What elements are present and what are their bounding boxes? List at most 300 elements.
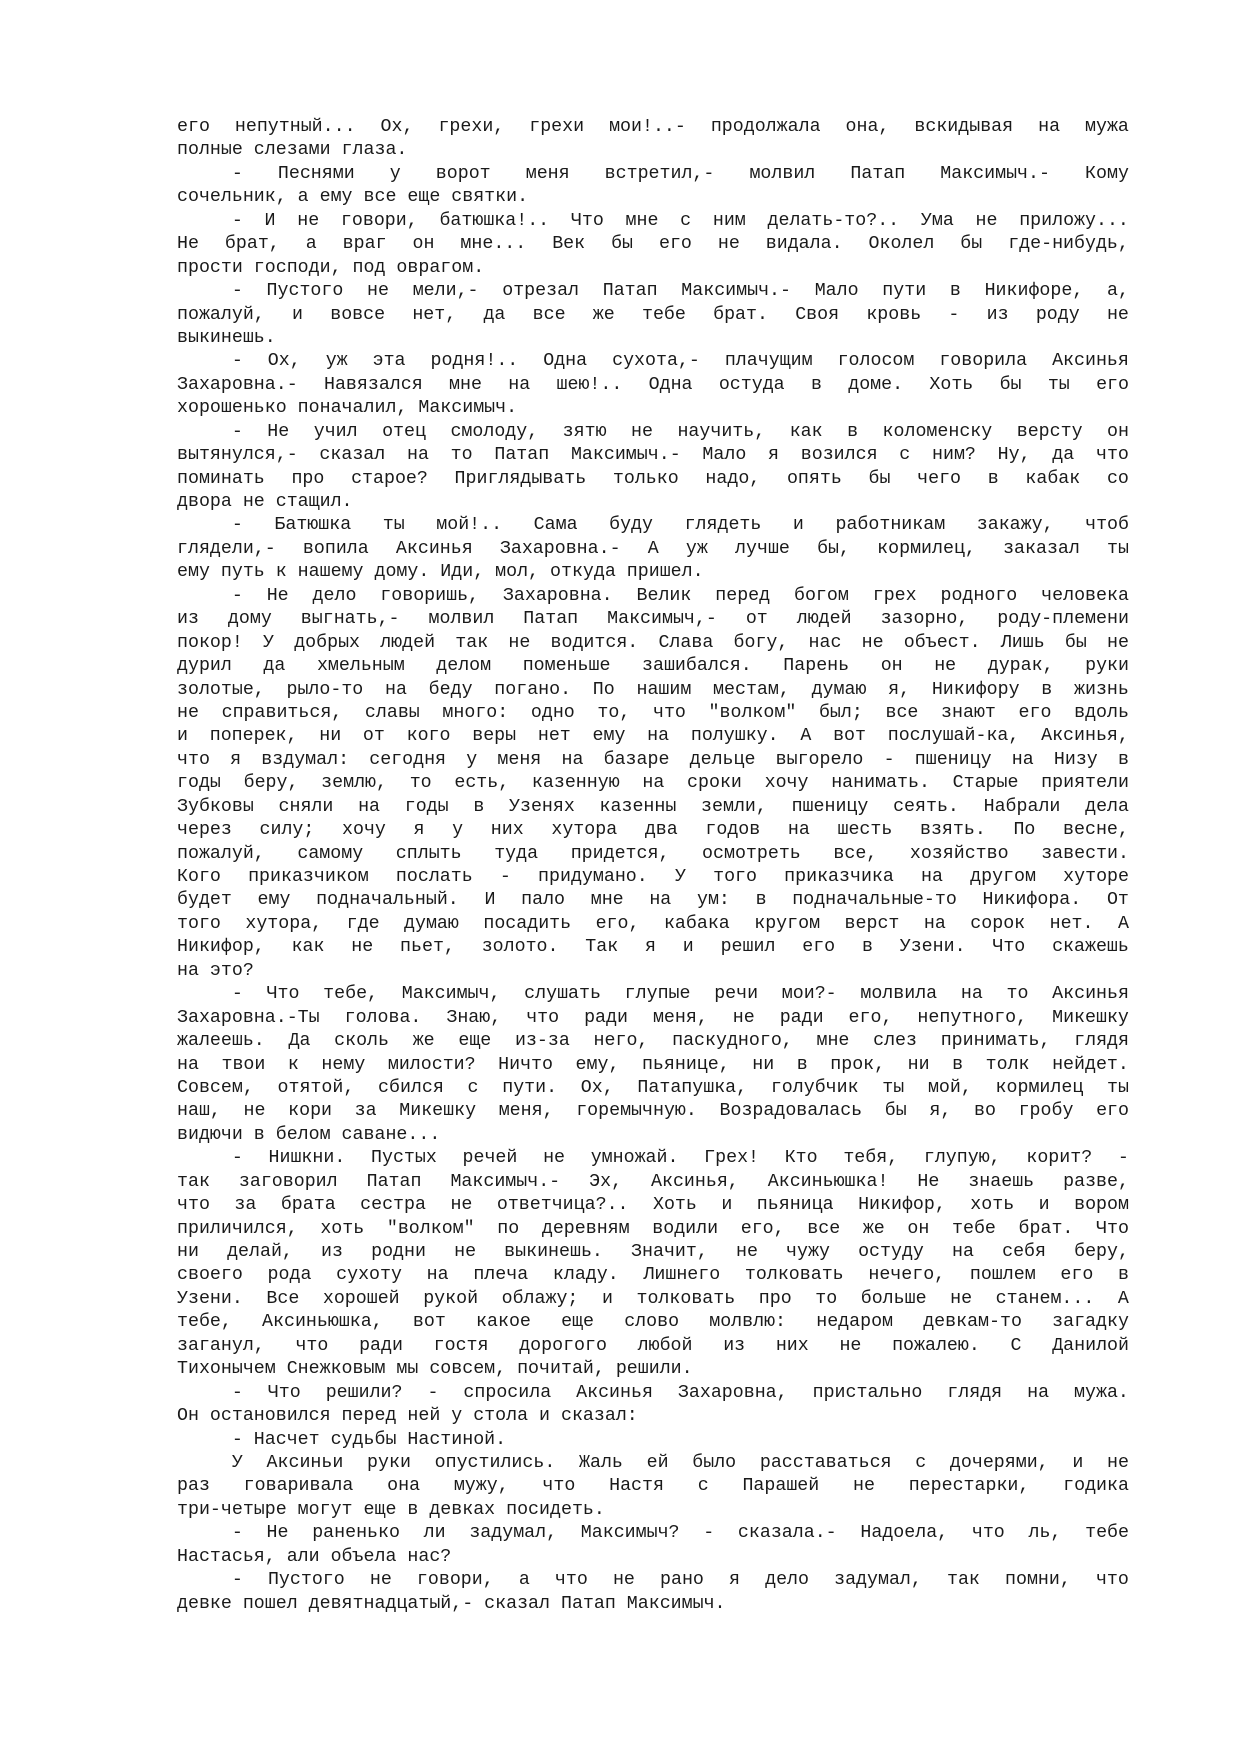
text-word: скажешь bbox=[1052, 937, 1129, 958]
text-word: чего bbox=[917, 468, 962, 489]
text-line bbox=[177, 1335, 1129, 1358]
text-word: на bbox=[647, 726, 670, 747]
text-word: ни bbox=[177, 1242, 199, 1262]
text-line: Тихонычем Снежковым мы совсем, почитай, решили. bbox=[177, 1359, 693, 1380]
text-word: грехи, bbox=[438, 117, 505, 137]
text-word: мужу, bbox=[453, 1476, 509, 1497]
text-word: что bbox=[542, 1476, 576, 1497]
text-word: меня bbox=[497, 749, 542, 770]
text-word: богу, bbox=[733, 632, 789, 653]
text-word: мужа. bbox=[1074, 1382, 1129, 1403]
text-word: тебя, bbox=[843, 1148, 899, 1169]
text-word: Ничто bbox=[498, 1054, 553, 1075]
text-word: зашибался. bbox=[642, 656, 752, 677]
text-word: Возрадовалась bbox=[719, 1101, 863, 1122]
text-word: покор! bbox=[177, 632, 243, 653]
text-word: Никифора. bbox=[982, 890, 1082, 911]
text-word: работникам bbox=[835, 515, 946, 536]
text-word: глупые bbox=[624, 984, 691, 1005]
text-word: плачущим bbox=[724, 351, 813, 372]
text-word: спросила bbox=[463, 1382, 552, 1403]
text-line bbox=[177, 163, 1129, 186]
text-word: пьянице, bbox=[641, 1054, 730, 1075]
text-word: Околел bbox=[868, 234, 935, 255]
text-word: Парень bbox=[783, 656, 850, 677]
text-word: речи bbox=[714, 984, 759, 1005]
text-word: родного bbox=[940, 585, 1018, 606]
text-word: продолжала bbox=[710, 117, 821, 137]
text-word: у bbox=[389, 163, 401, 184]
text-word: в bbox=[1041, 679, 1053, 700]
text-line bbox=[177, 1264, 1129, 1287]
text-word: сеять. bbox=[893, 796, 959, 817]
text-word: - bbox=[427, 1382, 439, 1403]
text-word: У bbox=[263, 632, 274, 653]
text-word: мне bbox=[590, 890, 624, 911]
text-word: что bbox=[526, 1007, 560, 1028]
text-word: Грех! bbox=[704, 1148, 760, 1169]
text-word: хмельным bbox=[316, 656, 405, 677]
text-line bbox=[177, 772, 1129, 795]
text-word: кругом bbox=[754, 913, 821, 934]
text-word: водится. bbox=[550, 632, 639, 653]
text-word: нейдет. bbox=[1052, 1054, 1129, 1075]
text-word: все bbox=[532, 304, 566, 325]
text-word: С bbox=[1010, 1335, 1022, 1356]
text-word: брата bbox=[280, 1195, 336, 1216]
text-word: за bbox=[234, 1195, 257, 1216]
text-word: тебе, bbox=[323, 984, 379, 1005]
text-word: хорошей bbox=[322, 1288, 400, 1309]
text-word: - bbox=[177, 421, 243, 442]
text-word: пшеницу bbox=[791, 796, 869, 817]
text-word: думаю bbox=[404, 913, 459, 934]
text-word: У bbox=[177, 1452, 243, 1473]
text-word: хутора, bbox=[245, 913, 323, 934]
text-word: мои!..- bbox=[609, 117, 686, 137]
text-word: землю, bbox=[321, 773, 387, 794]
text-word: сроки bbox=[687, 773, 742, 794]
text-word: на bbox=[385, 679, 407, 700]
text-word: Своя bbox=[795, 304, 840, 325]
text-word: что bbox=[1095, 1570, 1129, 1591]
text-word: добрых bbox=[294, 632, 361, 653]
text-word: ты bbox=[1047, 374, 1070, 395]
text-word: горемычную. bbox=[576, 1101, 697, 1122]
text-word: доме. bbox=[848, 374, 904, 395]
text-word: славы bbox=[364, 702, 420, 723]
text-word: Патапушка, bbox=[637, 1077, 748, 1098]
text-word: ему, bbox=[575, 1054, 620, 1075]
text-word: посадить bbox=[483, 913, 572, 934]
text-line: видючи в белом саване... bbox=[177, 1124, 441, 1145]
text-word: в bbox=[1117, 749, 1129, 770]
text-word: "волком" bbox=[386, 1218, 475, 1239]
text-word: рода bbox=[267, 1265, 312, 1286]
text-word: заганул, bbox=[177, 1335, 265, 1356]
text-word: в bbox=[949, 281, 961, 302]
text-word: что bbox=[971, 1523, 1005, 1544]
text-word: Век bbox=[552, 234, 586, 255]
text-word: от bbox=[362, 726, 385, 747]
text-word: я bbox=[645, 937, 656, 958]
text-word: сбился bbox=[378, 1077, 444, 1098]
text-word: знаешь bbox=[968, 1171, 1035, 1192]
text-word: перед bbox=[715, 585, 771, 606]
text-word: во bbox=[973, 1101, 996, 1122]
text-word: хочу bbox=[342, 820, 386, 841]
text-word: делом bbox=[436, 656, 492, 677]
text-word: он bbox=[907, 1218, 930, 1239]
text-line: сочельник, а ему все еще святки. bbox=[177, 187, 529, 208]
text-word: на bbox=[1011, 749, 1034, 770]
text-word: то bbox=[1006, 984, 1029, 1005]
text-word: то bbox=[450, 445, 473, 466]
text-word: А bbox=[1117, 913, 1129, 934]
text-word: пожалуй, bbox=[177, 304, 265, 325]
text-word: паскудного, bbox=[672, 1031, 793, 1052]
text-word: придумано. bbox=[538, 867, 648, 887]
text-word: на bbox=[177, 1054, 199, 1075]
text-word: на bbox=[642, 773, 665, 794]
text-word: не bbox=[243, 1101, 266, 1122]
text-word: хоть bbox=[320, 1218, 365, 1239]
text-word: - bbox=[177, 1148, 243, 1169]
text-word: земли, bbox=[701, 796, 767, 817]
text-word: где bbox=[346, 913, 380, 934]
text-word: Ох, bbox=[580, 1077, 614, 1098]
text-word: базаре bbox=[603, 749, 670, 770]
text-word: ответчица?.. bbox=[496, 1195, 629, 1216]
text-word: хуторе bbox=[1063, 867, 1129, 887]
text-word: меня, bbox=[652, 1007, 708, 1028]
text-word: Да bbox=[288, 1031, 311, 1052]
text-word: что bbox=[177, 1195, 210, 1216]
text-word: пристально bbox=[812, 1382, 923, 1403]
text-word: слез bbox=[873, 1031, 917, 1052]
text-word: про bbox=[758, 1288, 792, 1309]
text-word: А bbox=[800, 726, 812, 747]
text-word: на bbox=[426, 1265, 449, 1286]
text-word: в bbox=[796, 1054, 808, 1075]
text-word: не bbox=[839, 1335, 862, 1356]
text-word: так bbox=[946, 1570, 980, 1591]
text-word: не bbox=[950, 1288, 973, 1309]
text-word: из bbox=[177, 609, 199, 630]
text-line bbox=[177, 1569, 1129, 1592]
text-word: глядели,- bbox=[177, 538, 276, 559]
text-word: деревням bbox=[541, 1218, 630, 1239]
text-word: уж bbox=[685, 538, 708, 559]
text-word: вором bbox=[1074, 1195, 1129, 1216]
text-line bbox=[177, 1077, 1129, 1100]
text-word: отрезал bbox=[502, 281, 580, 302]
text-word: нет, bbox=[412, 304, 457, 325]
text-word: я bbox=[413, 820, 425, 841]
text-word: Приглядывать bbox=[454, 468, 587, 489]
text-word: не bbox=[450, 1195, 473, 1216]
text-line bbox=[177, 1452, 1129, 1475]
text-word: я, bbox=[888, 679, 911, 700]
text-word: Велик bbox=[636, 585, 692, 606]
text-word: закажу, bbox=[976, 515, 1054, 536]
text-word: Пустых bbox=[371, 1148, 437, 1169]
text-word: послать bbox=[395, 867, 473, 887]
text-word: И bbox=[264, 210, 276, 231]
text-word: не bbox=[975, 210, 998, 231]
text-word: Не bbox=[266, 585, 289, 606]
text-word: в bbox=[755, 890, 767, 911]
text-word: принимать, bbox=[940, 1031, 1051, 1052]
text-word: с bbox=[697, 1476, 709, 1497]
text-word: шею!.. bbox=[556, 374, 623, 395]
text-word: Значит, bbox=[631, 1242, 708, 1262]
text-word: Патап bbox=[523, 609, 579, 630]
text-word: дело bbox=[312, 585, 357, 606]
text-word: приличился, bbox=[177, 1218, 298, 1239]
text-word: корит? bbox=[1026, 1148, 1093, 1169]
text-line bbox=[177, 702, 1129, 725]
text-word: же bbox=[592, 304, 615, 325]
text-word: - bbox=[177, 163, 243, 184]
text-word: Максимыч.- bbox=[681, 281, 791, 302]
text-word: поменьше bbox=[522, 656, 611, 677]
text-word: Одна bbox=[543, 351, 588, 372]
text-word: годы bbox=[404, 796, 449, 817]
text-word: остуда bbox=[718, 374, 785, 395]
text-word: он bbox=[412, 234, 435, 255]
text-word: пшеницу bbox=[914, 749, 992, 770]
text-word: Одна bbox=[648, 374, 693, 395]
text-word: батюшка!.. bbox=[439, 210, 550, 231]
text-word: ль, bbox=[1028, 1523, 1062, 1544]
text-word: Аксинья bbox=[576, 1382, 653, 1403]
text-line bbox=[177, 679, 1129, 702]
text-line: Он остановился перед ней у стола и сказал: bbox=[177, 1406, 638, 1427]
text-word: осмотреть bbox=[702, 843, 801, 864]
text-word: сестра bbox=[360, 1195, 426, 1216]
text-line bbox=[177, 725, 1129, 748]
text-word: Никифору bbox=[931, 679, 1020, 700]
text-word: приказчиком bbox=[248, 867, 369, 887]
text-word: уж bbox=[325, 351, 348, 372]
text-word: делать-то?.. bbox=[767, 210, 900, 231]
text-word: молвил bbox=[749, 163, 816, 184]
text-line bbox=[177, 889, 1129, 912]
text-word: не bbox=[508, 632, 531, 653]
text-word: мели,- bbox=[412, 281, 479, 302]
text-word: в bbox=[987, 468, 999, 489]
text-word: умножай. bbox=[590, 1148, 679, 1169]
text-word: Максимыч,- bbox=[607, 609, 717, 630]
text-word: другом bbox=[970, 867, 1036, 887]
text-word: его bbox=[1096, 374, 1129, 395]
text-word: плеча bbox=[473, 1265, 529, 1286]
text-word: Максимыч? bbox=[580, 1523, 680, 1544]
text-word: сегодня bbox=[369, 749, 447, 770]
text-line: Настасья, али объела нас? bbox=[177, 1546, 452, 1567]
text-word: Максимыч.- bbox=[940, 163, 1050, 184]
text-word: вот bbox=[412, 1312, 446, 1333]
text-word: облажу; bbox=[501, 1288, 579, 1309]
text-word: все bbox=[885, 702, 919, 723]
text-word: что bbox=[554, 1570, 588, 1591]
text-word: задумал, bbox=[469, 1523, 558, 1544]
text-word: бы bbox=[611, 234, 634, 255]
text-word: Старые bbox=[952, 773, 1019, 794]
text-word: нет bbox=[537, 726, 571, 747]
text-word: дурак, bbox=[987, 656, 1054, 677]
text-line bbox=[177, 514, 1129, 537]
text-word: Захаровна.-Ты bbox=[177, 1007, 320, 1028]
text-word: выгорело bbox=[775, 749, 864, 770]
text-line bbox=[177, 796, 1129, 819]
text-word: кого bbox=[406, 726, 451, 747]
text-word: возился bbox=[800, 445, 878, 466]
text-word: Максимыч, bbox=[401, 984, 501, 1005]
text-word: вдоль bbox=[1074, 702, 1129, 723]
text-word: не bbox=[612, 1570, 635, 1591]
text-word: пьет, bbox=[400, 937, 455, 958]
text-word: в bbox=[473, 796, 485, 817]
text-word: Захаровна.- bbox=[177, 374, 298, 395]
text-word: тебе, bbox=[177, 1312, 232, 1333]
text-word: на bbox=[1038, 117, 1061, 137]
text-line: двора не стащил. bbox=[177, 492, 353, 512]
text-word: того bbox=[177, 913, 221, 934]
text-word: выгнать,- bbox=[300, 609, 400, 630]
text-word: И bbox=[484, 890, 496, 911]
text-word: недаром bbox=[816, 1312, 894, 1333]
text-word: все, bbox=[833, 843, 878, 864]
text-word: мне... bbox=[460, 234, 527, 255]
text-line bbox=[177, 749, 1129, 772]
text-word: приятели bbox=[1041, 773, 1129, 794]
text-word: толковать bbox=[744, 1265, 844, 1286]
text-word: глядеть bbox=[684, 515, 762, 536]
text-word: ты bbox=[882, 1077, 905, 1098]
text-word: заказал bbox=[1003, 538, 1080, 559]
text-word: Навязался bbox=[323, 374, 423, 395]
text-word: пути bbox=[882, 281, 927, 302]
text-word: же bbox=[412, 1031, 435, 1052]
text-word: дому bbox=[227, 609, 272, 630]
text-word: и bbox=[1038, 1195, 1050, 1216]
text-word: пало bbox=[521, 890, 566, 911]
text-word: на bbox=[508, 374, 531, 395]
text-word: не bbox=[1107, 1452, 1129, 1473]
text-word: как bbox=[291, 937, 325, 958]
text-word: Настя bbox=[609, 1476, 664, 1497]
text-word: не bbox=[861, 632, 884, 653]
text-word: самому bbox=[297, 843, 364, 864]
text-word: погано. bbox=[494, 679, 572, 700]
text-word: и bbox=[721, 1195, 733, 1216]
text-word: Мало bbox=[702, 445, 747, 466]
text-word: Узени. bbox=[177, 1288, 243, 1309]
text-word: сказала.- bbox=[737, 1523, 837, 1544]
text-word: говори, bbox=[416, 1570, 494, 1591]
text-word: Патап bbox=[850, 163, 906, 184]
text-word: не bbox=[732, 1007, 755, 1028]
text-word: Что bbox=[992, 937, 1026, 958]
text-word: Патап bbox=[494, 445, 550, 466]
text-word: Хоть bbox=[652, 1195, 697, 1216]
text-word: ради bbox=[359, 1335, 403, 1356]
text-word: и bbox=[1072, 1452, 1084, 1473]
text-word: молвила bbox=[860, 984, 938, 1005]
text-word: толк bbox=[985, 1054, 1030, 1075]
text-word: заговорил bbox=[238, 1171, 338, 1192]
text-word: пьяница bbox=[756, 1195, 834, 1216]
text-word: выкинешь. bbox=[504, 1242, 603, 1262]
text-word: на bbox=[960, 984, 983, 1005]
text-line bbox=[177, 1288, 1129, 1311]
text-word: золотые, bbox=[177, 679, 265, 700]
text-word: не bbox=[367, 281, 389, 302]
text-word: на bbox=[1027, 1382, 1050, 1403]
text-line bbox=[177, 116, 1129, 139]
text-word: дурил bbox=[177, 656, 232, 677]
text-line: хорошенько поначалил, Максимыч. bbox=[177, 398, 518, 419]
text-word: смолоду, bbox=[450, 421, 539, 442]
text-word: Патап bbox=[602, 281, 658, 302]
text-word: дело bbox=[765, 1570, 809, 1591]
text-word: нему bbox=[321, 1054, 366, 1075]
text-word: у bbox=[452, 820, 464, 841]
text-word: опустились. bbox=[434, 1452, 556, 1473]
text-word: Максимыч.- bbox=[450, 1171, 561, 1192]
text-word: ты bbox=[1107, 1077, 1129, 1098]
text-word: Микешку bbox=[399, 1101, 477, 1122]
text-word: кабака bbox=[663, 913, 730, 934]
text-line bbox=[177, 1194, 1129, 1217]
text-word: так bbox=[177, 1171, 210, 1192]
text-word: да bbox=[483, 304, 506, 325]
text-word: роду bbox=[1035, 304, 1080, 325]
text-word: не bbox=[717, 234, 740, 255]
text-word: рано bbox=[660, 1570, 704, 1591]
text-word: ты bbox=[1107, 538, 1129, 559]
text-word: Песнями bbox=[277, 163, 355, 184]
text-word: Не bbox=[917, 1171, 940, 1192]
text-word: на bbox=[921, 867, 943, 887]
text-word: беру, bbox=[1074, 1242, 1129, 1262]
text-word: роду-племени bbox=[997, 609, 1129, 630]
text-line bbox=[177, 843, 1129, 866]
text-word: буду bbox=[609, 515, 653, 536]
text-word: кладу. bbox=[552, 1265, 619, 1286]
text-word: водили bbox=[652, 1218, 719, 1239]
text-word: них bbox=[775, 1335, 809, 1356]
text-word: взять. bbox=[919, 820, 986, 841]
text-word: а bbox=[305, 234, 317, 255]
text-word: веры bbox=[472, 726, 517, 747]
text-word: Зубковы bbox=[177, 796, 254, 817]
text-word: хозяйство bbox=[909, 843, 1009, 864]
text-word: мой!.. bbox=[436, 515, 503, 536]
text-word: я bbox=[729, 1570, 740, 1591]
text-word: ей bbox=[646, 1452, 669, 1473]
text-word: Все bbox=[266, 1288, 300, 1309]
text-word: из bbox=[321, 1242, 343, 1262]
text-word: старое? bbox=[351, 468, 428, 489]
text-word: по bbox=[497, 1218, 520, 1239]
text-word: только bbox=[612, 468, 679, 489]
text-word: решил bbox=[720, 937, 776, 958]
text-word: в bbox=[847, 421, 859, 442]
text-word: что bbox=[1095, 445, 1129, 466]
